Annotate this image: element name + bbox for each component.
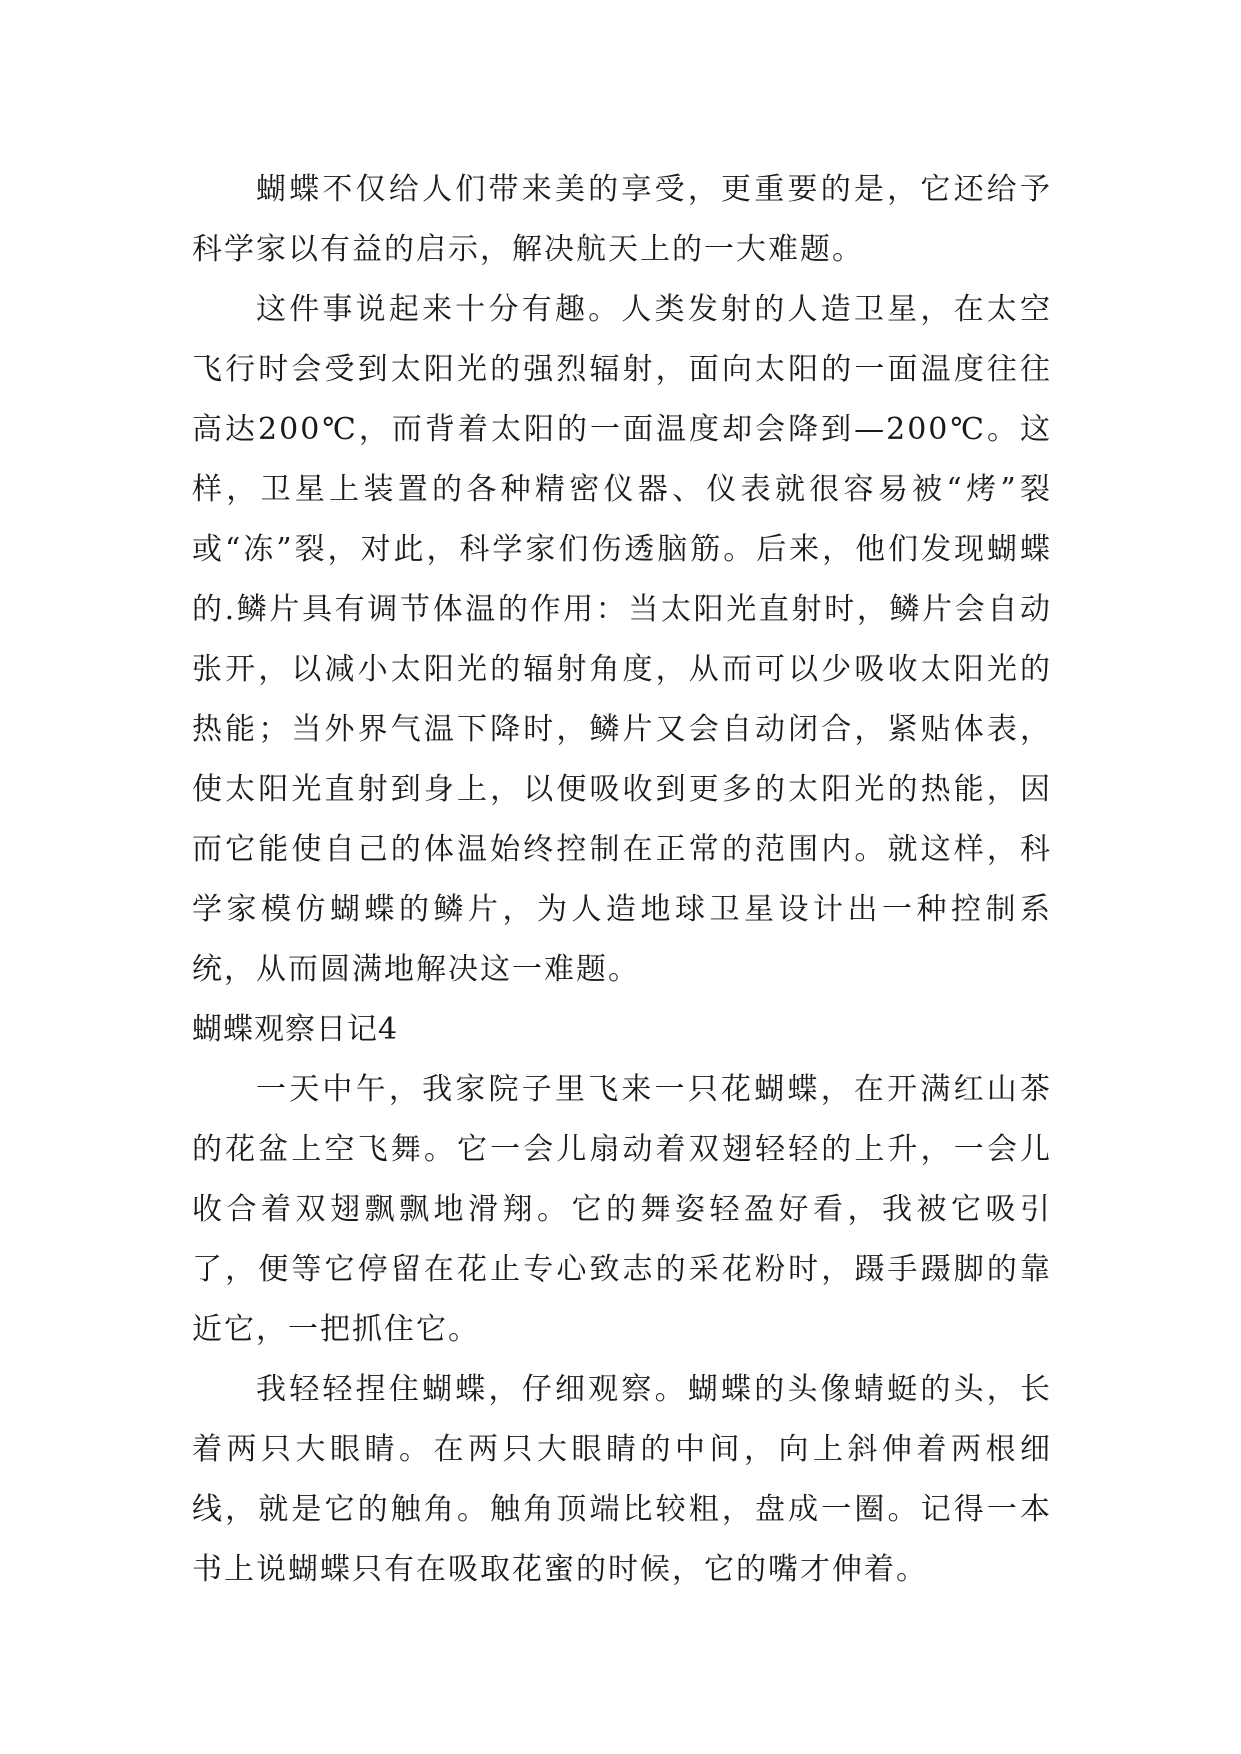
document-page (192, 160, 1052, 1600)
paragraph-intro: 蝴蝶不仅给人们带来美的享受，更重要的是，它还给予科学家以有益的启示，解决航天上的一大难题。 (192, 172, 1052, 267)
paragraph-satellite: 这件事说起来十分有趣。人类发射的人造卫星，在太空飞行时会受到太阳光的强烈辐射，面向太阳的一面温度往往高达200℃，而背着太阳的一面温度却会降到—200℃。这样，卫星上装置的各种精密仪器、仪表就很容易被“烤”裂或“冻”裂，对此，科学家们伤透脑筋。后来，他们发现蝴蝶的.鳞片具有调节体温的作用：当太阳光直射时，鳞片会自动张开，以减小太阳光的辐射角度，从而可以少吸收太阳光的热能；当外界气温下降时，鳞片又会自动闭合，紧贴体表，使太阳光直射到身上，以便吸收到更多的太阳光的热能，因而它能使自己的体温始终控制在正常的范围内。就这样，科学家模仿蝴蝶的鳞片，为人造地球卫星设计出一种控制系统，从而圆满地解决这一难题。 (192, 292, 1052, 987)
section-heading: 蝴蝶观察日记4 (192, 1012, 399, 1047)
paragraph-catching: 一天中午，我家院子里飞来一只花蝴蝶，在开满红山茶的花盆上空飞舞。它一会儿扇动着双翅轻轻的上升，一会儿收合着双翅飘飘地滑翔。它的舞姿轻盈好看，我被它吸引了，便等它停留在花止专心致志的采花粉时，蹑手蹑脚的靠近它，一把抓住它。 (192, 1072, 1052, 1347)
paragraph-observation: 我轻轻捏住蝴蝶，仔细观察。蝴蝶的头像蜻蜓的头，长着两只大眼睛。在两只大眼睛的中间，向上斜伸着两根细线，就是它的触角。触角顶端比较粗，盘成一圈。记得一本书上说蝴蝶只有在吸取花蜜的时候，它的嘴才伸着。 (192, 1372, 1052, 1587)
